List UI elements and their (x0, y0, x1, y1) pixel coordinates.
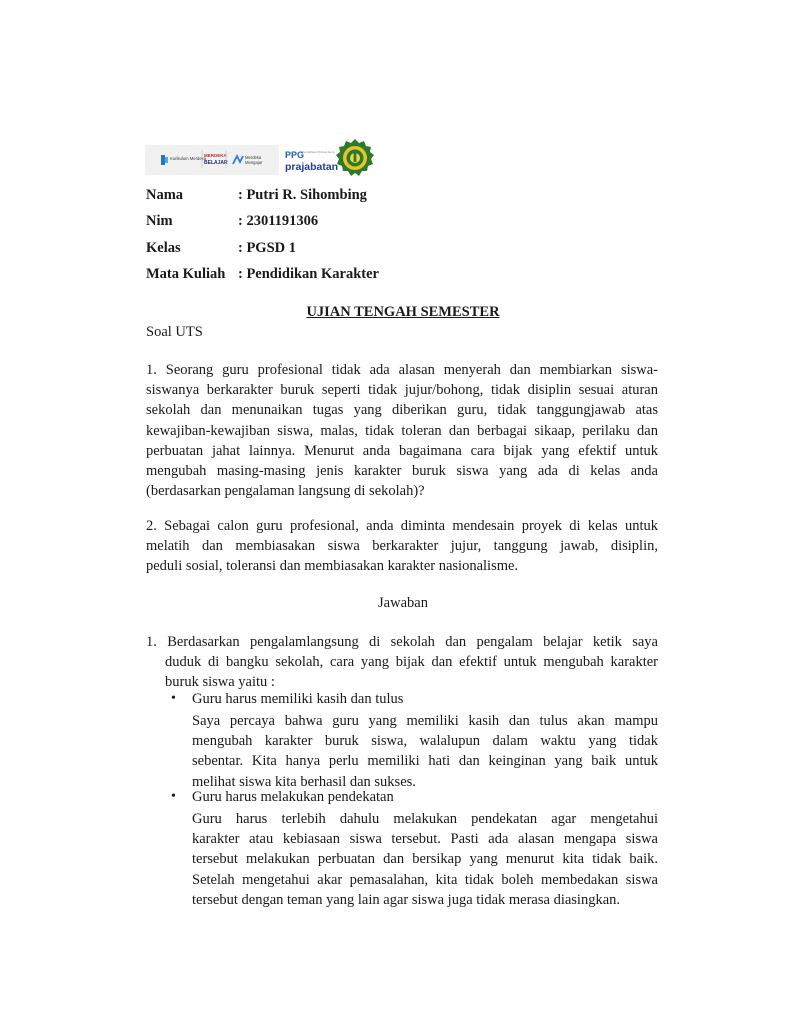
bullet-heading: Guru harus melakukan pendekatan (192, 789, 394, 805)
question-1 (146, 360, 658, 501)
identity-label: Nama (146, 187, 184, 203)
question-line: perbuatan jahat lainnya. Menurut anda bagaimana cara bijak yang efektif untuk (146, 442, 658, 459)
bullet-line: karakter atau kebiasaan siswa tersebut. Pasti ada alasan mengapa siswa (192, 831, 658, 848)
bullet-line: tersebut melakukan perbuatan dan bersikap yang menurut kita tidak baik. (192, 851, 658, 868)
bullet-line: mengubah karakter buruk siswa, walalupun dalam waktu yang tidak (192, 733, 658, 750)
svg-text:MERDEKA: MERDEKA (204, 153, 227, 158)
answer-1-intro-rest (165, 652, 658, 692)
soal-label: Soal UTS (146, 324, 203, 340)
ppg-label: PPG (285, 150, 305, 160)
bullet-line: melihat siswa kita berhasil dan sukses. (192, 773, 416, 790)
prajabatan-label: prajabatan (285, 161, 339, 173)
merdeka-mengajar-logo (231, 152, 269, 168)
question-line: sekolah dan menunaikan tugas yang diberikan guru, tidak tanggungjawab atas (146, 402, 658, 419)
question-line: kewajiban-kewajiban siswa, malas, tidak toleran dan berbagai sikaap, perilaku dan (146, 422, 658, 439)
identity-label: Kelas (146, 240, 181, 256)
identity-label: Nim (146, 213, 173, 229)
bullet-line: sebentar. Kita hanya perlu memiliki hati dan keinginan yang baik untuk (192, 753, 658, 770)
answer-line: 1. Berdasarkan pengalamlangsung di sekolah dan pengalam belajar ketik saya (146, 634, 658, 650)
ppg-sublabel: Pendidikan Profesi Guru (302, 150, 335, 154)
bullet-icon: • (171, 789, 176, 804)
bullet-line: Setelah mengetahui akar pemasalahan, kita tidak boleh membedakan siswa (192, 871, 658, 888)
ppg-prajabatan-logo (282, 146, 337, 174)
identity-value: : Putri R. Sihombing (238, 187, 367, 203)
question-line: 2. Sebagai calon guru profesional, anda diminta mendesain proyek di kelas untuk (146, 518, 658, 534)
question-line: siswanya berkarakter buruk seperti tidak jujur/bohong, tidak disiplin sesuai aturan (146, 382, 658, 399)
bullet-body (192, 711, 658, 792)
bullet-line: Guru harus terlebih dahulu melakukan pendekatan agar mengetahui (192, 811, 658, 827)
university-seal-icon (335, 138, 375, 178)
question-line: melatih dan membiasakan siswa berkarakter jujur, tanggung jawab, disiplin, (146, 538, 658, 555)
bullet-body (192, 809, 658, 910)
bullet-line: tersebut dengan teman yang lain agar siswa juga tidak merasa diasingkan. (192, 891, 621, 908)
identity-value: : 2301191306 (238, 213, 319, 229)
answer-1-intro-first (146, 632, 658, 652)
identity-value: : Pendidikan Karakter (238, 266, 379, 282)
answer-line: duduk di bangku sekolah, cara yang bijak dan efektif untuk mengubah karakter (165, 654, 658, 670)
bullet-icon: • (171, 691, 176, 706)
question-line: peduli sosial, toleransi dan membiasakan karakter nasionalisme. (146, 558, 519, 575)
answer-line: buruk siswa yaitu : (165, 674, 275, 691)
identity-label: Mata Kuliah (146, 266, 226, 282)
bullet-line: Saya percaya bahwa guru yang memiliki kasih dan tulus akan mampu (192, 713, 658, 729)
bullet-heading: Guru harus memiliki kasih dan tulus (192, 691, 404, 707)
question-line: mengubah masing-masing jenis karakter buruk siswa yang ada di kelas anda (146, 462, 658, 479)
svg-text:Kurikulum Merdeka: Kurikulum Merdeka (170, 156, 207, 161)
svg-text:Merdeka: Merdeka (245, 155, 262, 160)
answer-heading: Jawaban (378, 595, 428, 611)
svg-text:Mengajar: Mengajar (245, 160, 263, 165)
exam-title: UJIAN TENGAH SEMESTER (306, 304, 500, 320)
question-2 (146, 516, 658, 577)
identity-value: : PGSD 1 (238, 240, 296, 256)
question-line: 1. Seorang guru profesional tidak ada alasan menyerah dan membiarkan siswa- (146, 362, 658, 378)
svg-text:BELAJAR: BELAJAR (204, 160, 228, 166)
kurikulum-merdeka-logo (160, 152, 207, 168)
question-line: (berdasarkan pengalaman langsung di sekolah)? (146, 483, 425, 500)
merdeka-belajar-logo (201, 149, 227, 169)
